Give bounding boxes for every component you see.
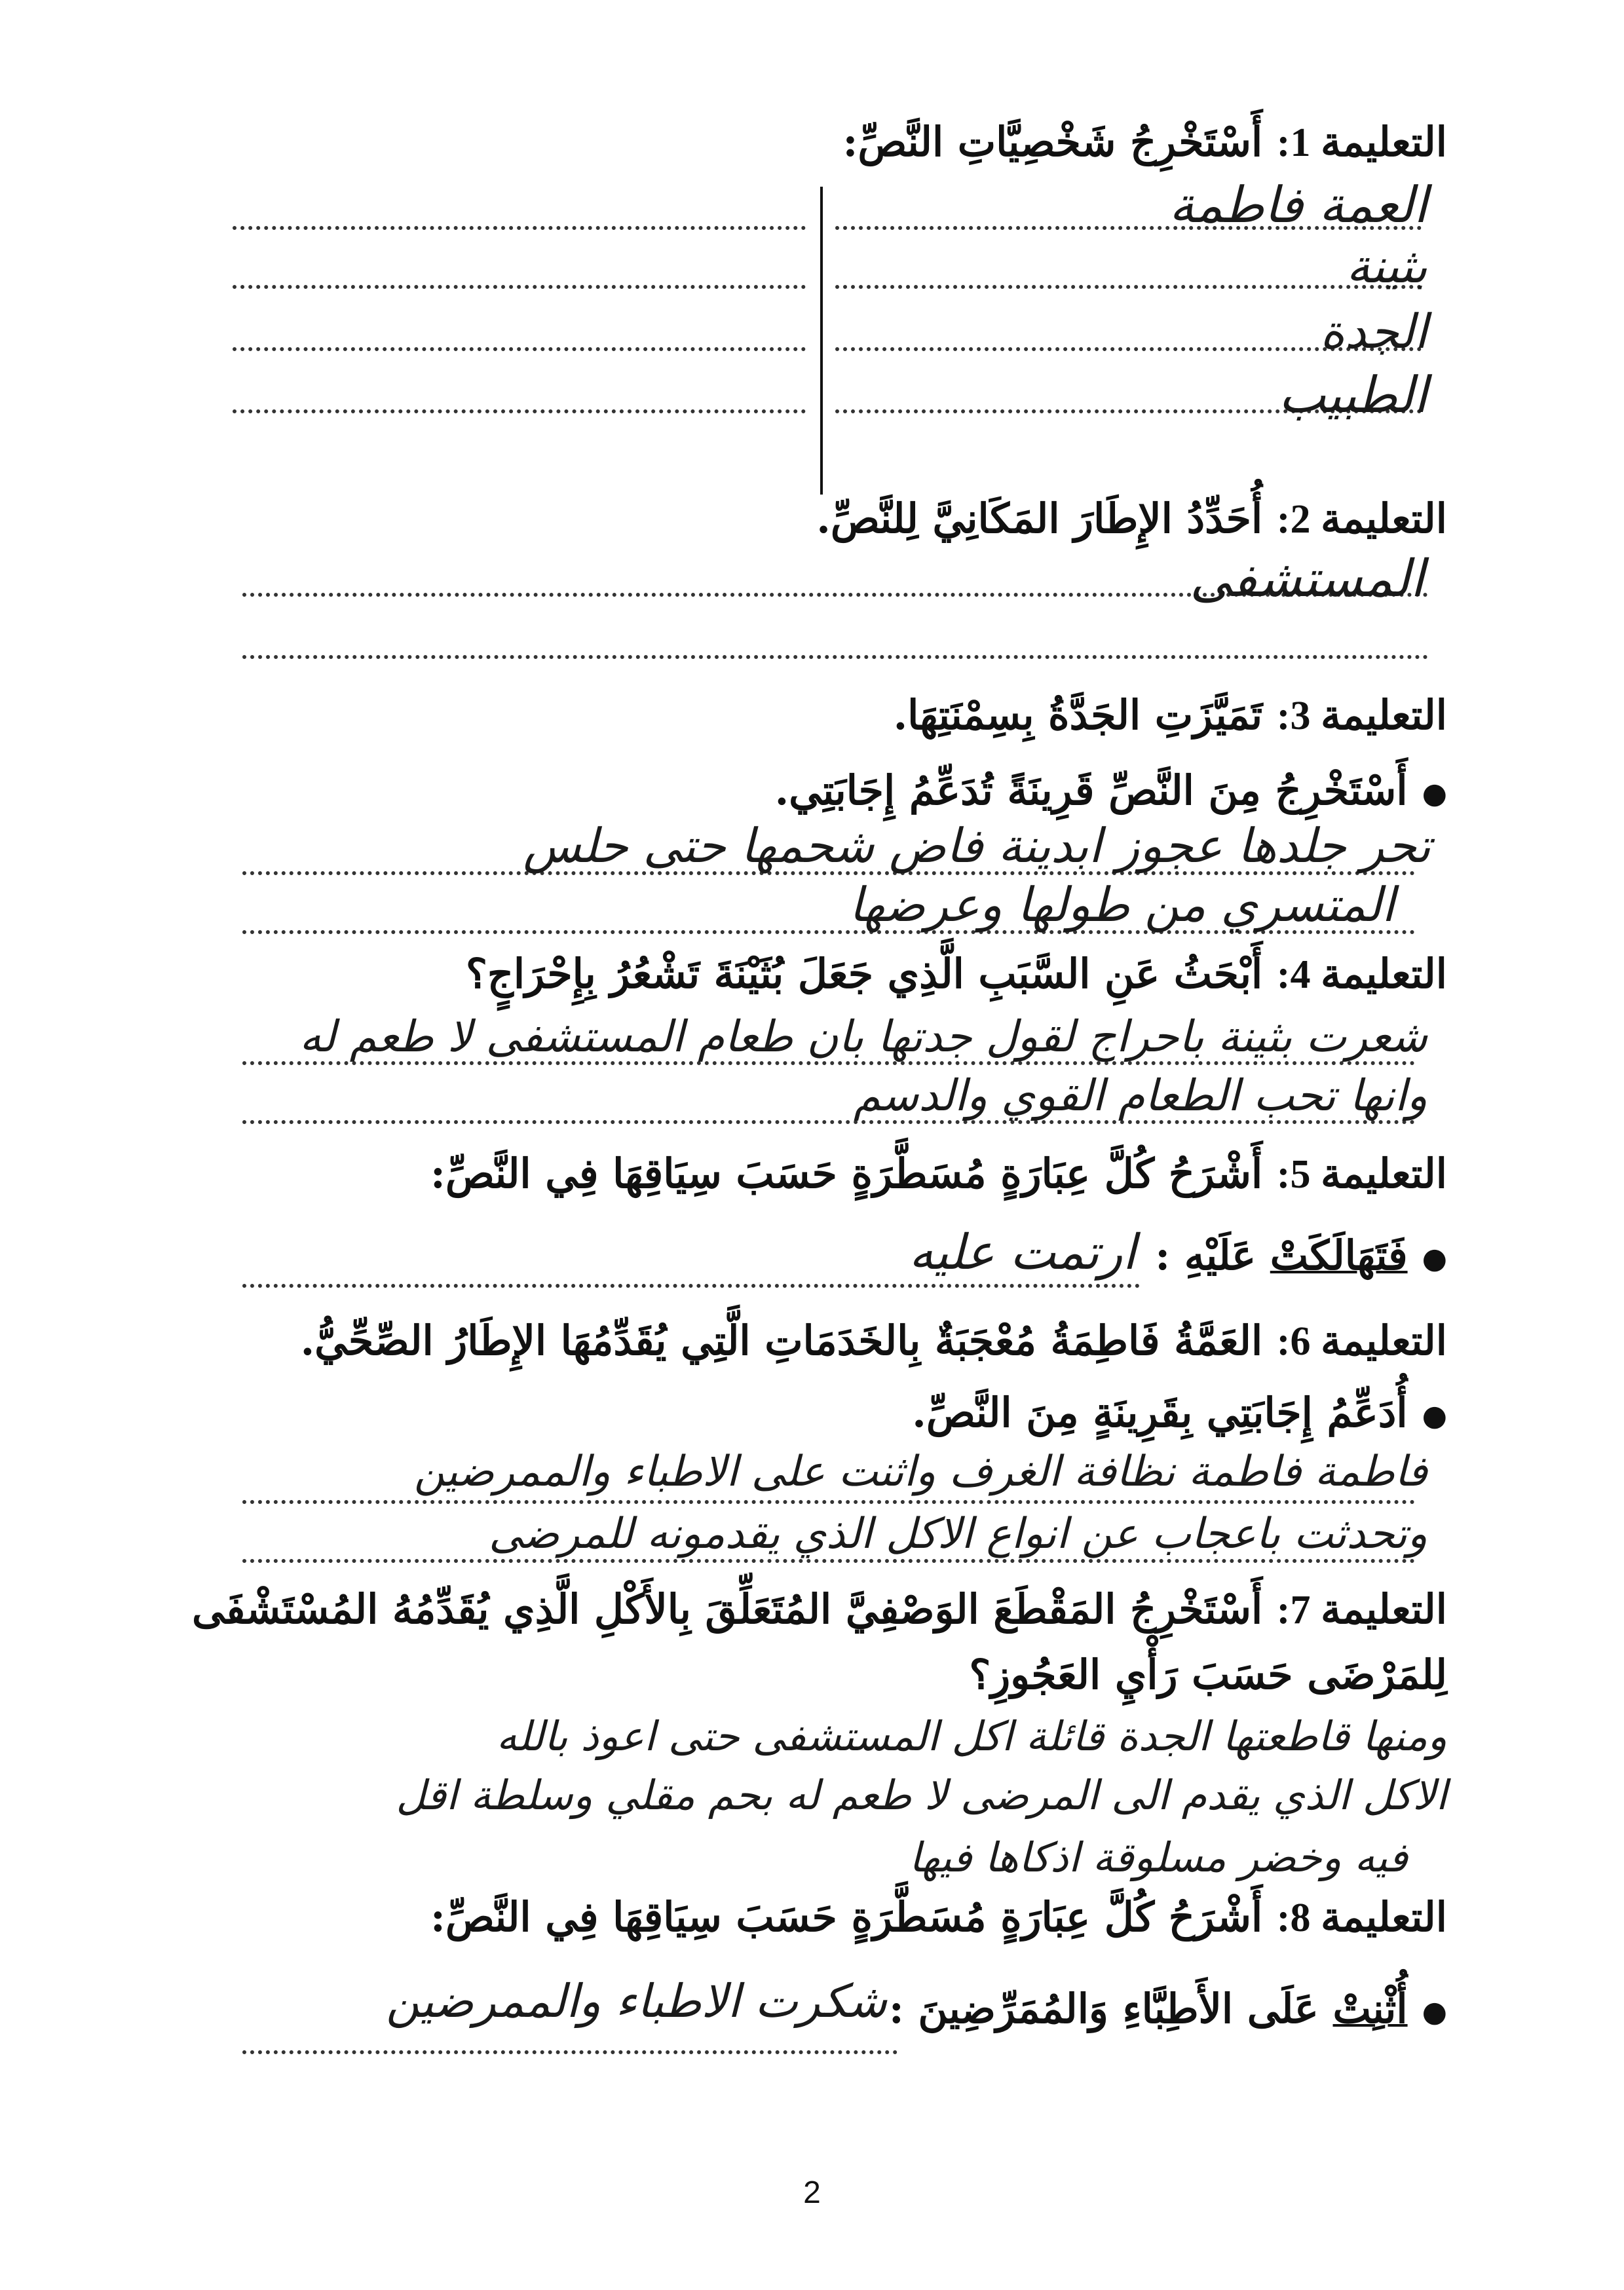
bullet-5: ●فَتَهَالَكَتْ عَلَيْهِ : — [1155, 1231, 1447, 1279]
instruction-text: أَشْرَحُ كُلَّ عِبَارَةٍ مُسَطَّرَةٍ حَسَبَ سِيَاقِهَا فِي النَّصِّ: — [430, 1150, 1263, 1197]
instruction-2 — [816, 495, 1447, 544]
bullet-8: ●أُثْنِتْ عَلَى الأَطِبَّاءِ وَالمُمَرِّضِينَ : — [888, 1985, 1447, 2033]
instruction-text: أَشْرَحُ كُلَّ عِبَارَةٍ مُسَطَّرَةٍ حَسَبَ سِيَاقِهَا فِي النَّصِّ: — [430, 1893, 1263, 1941]
answer-line — [835, 285, 1422, 289]
handwritten-answer: الطبيب — [1278, 366, 1427, 424]
instruction-text: أُحَدِّدُ الإِطَارَ المَكَانِيَّ لِلنَّصِّ. — [816, 495, 1263, 542]
instruction-label: التعليمة 3: — [1276, 694, 1447, 738]
handwritten-answer: المستشفى — [1190, 550, 1424, 609]
handwritten-answer: ومنها قاطعتها الجدة قائلة اكل المستشفى حتى اعوذ بالله — [496, 1712, 1447, 1760]
instruction-text: تَمَيَّزَتِ الجَدَّةُ بِسِمْنَتِهَا. — [893, 691, 1263, 739]
instruction-label: التعليمة 6: — [1276, 1319, 1447, 1364]
handwritten-answer: شكرت الاطباء والممرضين — [386, 1974, 887, 2028]
instruction-text: أَسْتَخْرِجُ شَخْصِيَّاتِ النَّصِّ: — [842, 118, 1263, 166]
instruction-5 — [430, 1150, 1447, 1199]
bullet-text: عَلَى الأَطِبَّاءِ وَالمُمَرِّضِينَ : — [888, 1985, 1319, 2033]
instruction-label: التعليمة 7: — [1276, 1588, 1447, 1632]
bullet-text: أَسْتَخْرِجُ مِنَ النَّصِّ قَرِينَةً تُدَعِّمُ إِجَابَتِي. — [774, 766, 1408, 814]
page-number: 2 — [803, 2175, 821, 2210]
bullet-text: عَلَيْهِ : — [1155, 1231, 1256, 1279]
instruction-8 — [430, 1893, 1447, 1942]
handwritten-answer: العمة فاطمة — [1169, 176, 1427, 234]
handwritten-answer: وانها تحب الطعام القوي والدسم — [854, 1070, 1427, 1121]
instruction-label: التعليمة 4: — [1276, 952, 1447, 997]
handwritten-answer: شعرت بثينة باحراج لقول جدتها بان طعام المستشفى لا طعم له — [299, 1011, 1427, 1062]
underlined-phrase: فَتَهَالَكَتْ — [1270, 1231, 1408, 1279]
answer-line — [233, 347, 806, 351]
handwritten-answer: وتحدثت باعجاب عن انواع الاكل الذي يقدمونه للمرضى — [489, 1510, 1427, 1558]
handwritten-answer: فاطمة فاطمة نظافة الغرف واثنت على الاطباء والممرضين — [414, 1448, 1427, 1496]
handwritten-answer: ارتمت عليه — [909, 1224, 1136, 1281]
instruction-label: التعليمة 8: — [1276, 1896, 1447, 1940]
instruction-7-continuation — [969, 1651, 1447, 1699]
handwritten-answer: المتسري من طولها وعرضها — [849, 877, 1395, 932]
answer-line — [242, 1500, 1415, 1504]
handwritten-answer: فيه وخضر مسلوقة اذكاها فيها — [909, 1833, 1408, 1881]
instruction-4 — [466, 950, 1447, 999]
answer-line — [233, 409, 806, 413]
instruction-6 — [301, 1317, 1447, 1366]
instruction-1 — [843, 118, 1448, 167]
handwritten-answer: تحر جلدها عجوز ابدينة فاض شحمها حتى حلس — [523, 818, 1431, 873]
bullet-3: ●أَسْتَخْرِجُ مِنَ النَّصِّ قَرِينَةً تُدَعِّمُ إِجَابَتِي. — [774, 766, 1447, 814]
instruction-text: أَسْتَخْرِجُ المَقْطَعَ الوَصْفِيَّ المُتَعَلِّقَ بِالأَكْلِ الَّذِي يُقَدِّمُهُ المُسْتَشْفَى — [192, 1585, 1263, 1633]
answer-line — [242, 2050, 897, 2054]
bullet-6: ●أُدَعِّمُ إِجَابَتِي بِقَرِينَةٍ مِنَ النَّصِّ. — [912, 1389, 1447, 1436]
handwritten-answer: الاكل الذي يقدم الى المرضى لا طعم له بحم مقلي وسلطة اقل — [396, 1771, 1447, 1819]
bullet-text: أُدَعِّمُ إِجَابَتِي بِقَرِينَةٍ مِنَ النَّصِّ. — [912, 1389, 1408, 1436]
answer-line — [242, 1559, 1415, 1563]
instruction-7 — [192, 1585, 1447, 1634]
instruction-label: التعليمة 5: — [1276, 1152, 1447, 1197]
instruction-label: التعليمة 2: — [1276, 497, 1447, 542]
underlined-phrase: أُثْنِتْ — [1332, 1985, 1408, 2033]
answer-line — [233, 285, 806, 289]
handwritten-answer: الجدة — [1320, 304, 1427, 359]
instruction-text: أَبْحَثُ عَنِ السَّبَبِ الَّذِي جَعَلَ بُثَيْنَةَ تَشْعُرُ بِإِحْرَاجٍ؟ — [465, 950, 1263, 998]
answer-line — [242, 655, 1428, 659]
handwritten-answer: بثينة — [1346, 238, 1427, 293]
answer-line — [233, 226, 806, 230]
instruction-label: التعليمة 1: — [1276, 121, 1447, 165]
instruction-text: لِلمَرْضَى حَسَبَ رَأْيِ العَجُوزِ؟ — [969, 1651, 1447, 1699]
instruction-text: العَمَّةُ فَاطِمَةُ مُعْجَبَةٌ بِالخَدَمَاتِ الَّتِي يُقَدِّمُهَا الإِطَارُ الصِّحِّيُّ. — [300, 1317, 1263, 1364]
answer-line — [242, 1284, 1140, 1288]
column-divider — [820, 187, 823, 495]
instruction-3 — [894, 691, 1447, 740]
